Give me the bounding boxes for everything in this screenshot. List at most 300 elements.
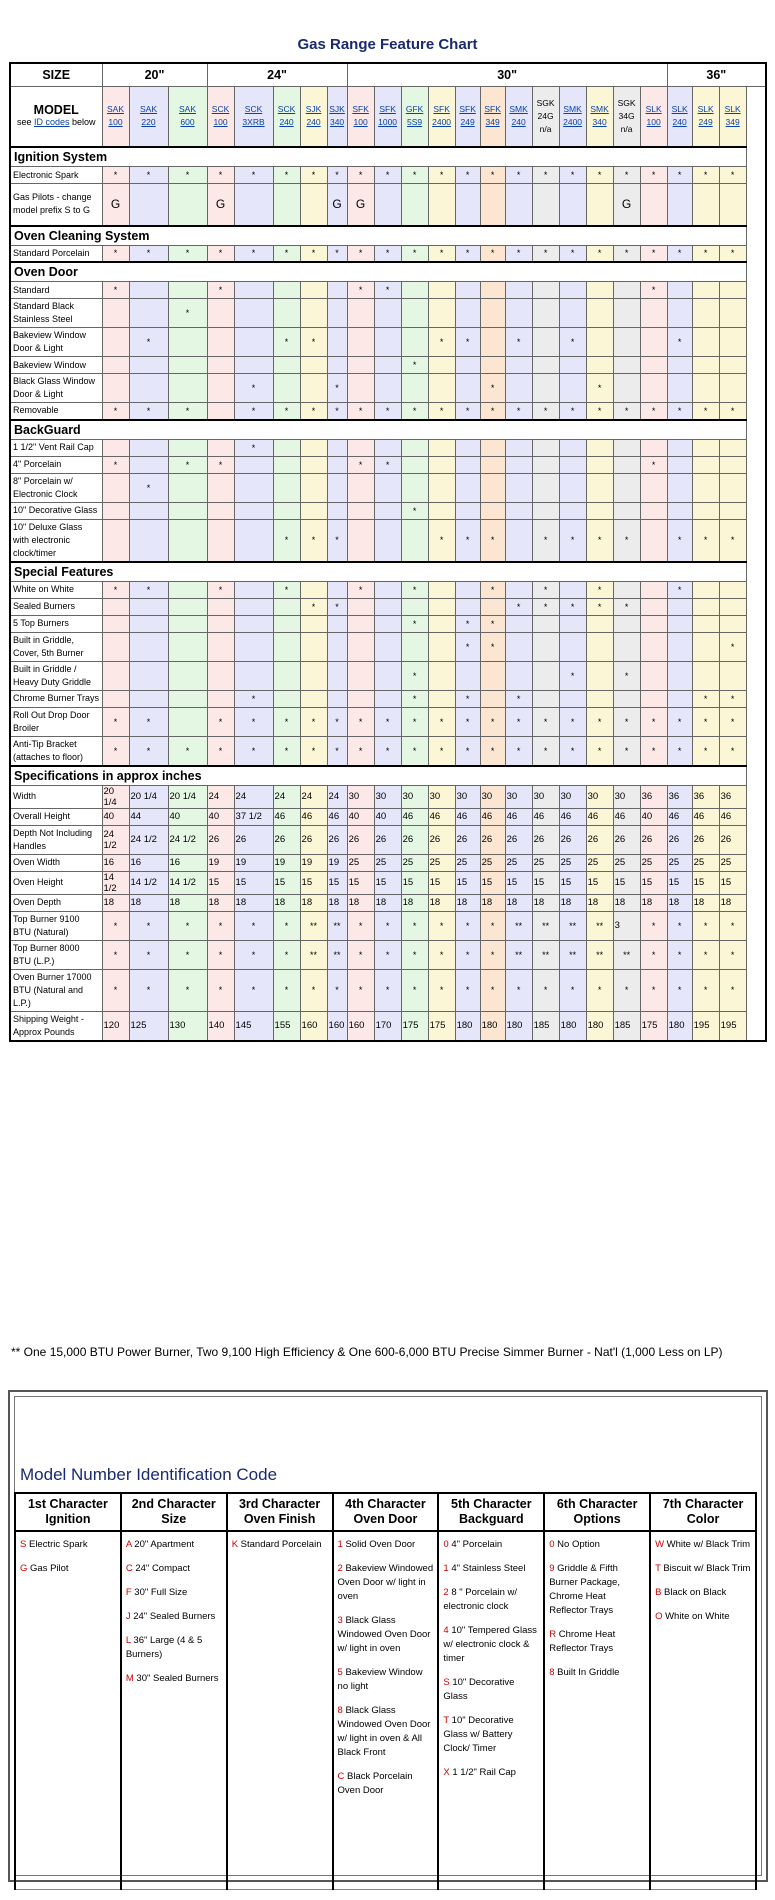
feature-check-mark: *: [327, 736, 347, 766]
model-2[interactable]: [168, 86, 207, 147]
spec-value: 18: [505, 894, 532, 911]
feature-check-mark: *: [505, 736, 532, 766]
feature-check-mark: *: [613, 403, 640, 420]
feature-cell: [532, 439, 559, 456]
feature-cell: [719, 184, 746, 226]
feature-cell: G: [347, 184, 374, 226]
feature-cell: [455, 357, 480, 374]
feature-cell: [168, 615, 207, 632]
spec-value: 46: [586, 808, 613, 825]
feature-cell: [374, 473, 401, 502]
model-17[interactable]: [586, 86, 613, 147]
model-number[interactable]: 240: [279, 117, 294, 128]
model-number[interactable]: 100: [646, 117, 661, 128]
model-4[interactable]: [234, 86, 273, 147]
spec-value: 18: [586, 894, 613, 911]
id-description: Griddle & Fifth Burner Package, Chrome Heat Reflector Trays: [549, 1563, 620, 1616]
feature-label: 1 1/2" Vent Rail Cap: [10, 439, 102, 456]
spec-value: 15: [428, 871, 455, 894]
feature-label: Standard: [10, 282, 102, 299]
model-0[interactable]: [102, 86, 129, 147]
feature-check-mark: *: [234, 403, 273, 420]
model-number[interactable]: 1000: [378, 117, 398, 128]
spec-value: 125: [129, 1011, 168, 1041]
feature-check-mark: *: [273, 736, 300, 766]
id-code-title: Model Number Identification Code: [20, 1465, 278, 1484]
model-code[interactable]: SLK: [724, 104, 741, 115]
feature-cell: [374, 615, 401, 632]
feature-cell: [234, 519, 273, 562]
spec-value: 195: [692, 1011, 719, 1041]
feature-check-mark: *: [480, 736, 505, 766]
spec-value: 16: [168, 854, 207, 871]
feature-check-mark: *: [374, 456, 401, 473]
model-code[interactable]: SLK: [671, 104, 688, 115]
feature-check-mark: *: [300, 598, 327, 615]
model-number[interactable]: 600: [180, 117, 195, 128]
model-label: MODEL: [33, 103, 79, 118]
feature-check-mark: *: [532, 245, 559, 262]
model-code[interactable]: SFK: [459, 104, 476, 115]
spec-label: Top Burner 9100 BTU (Natural): [10, 911, 102, 940]
feature-cell: [234, 581, 273, 598]
model-code[interactable]: SCK: [211, 104, 230, 115]
id-code: C: [337, 1771, 345, 1782]
feature-check-mark: *: [559, 167, 586, 184]
feature-row: [10, 632, 766, 661]
section-row: [10, 226, 766, 246]
feature-label: 4" Porcelain: [10, 456, 102, 473]
feature-cell: [532, 690, 559, 707]
feature-check-mark: *: [480, 632, 505, 661]
feature-cell: [327, 615, 347, 632]
feature-cell: [207, 357, 234, 374]
model-1[interactable]: [129, 86, 168, 147]
spec-value: 18: [559, 894, 586, 911]
feature-check-mark: *: [300, 328, 327, 357]
feature-cell: [300, 632, 327, 661]
model-9[interactable]: [374, 86, 401, 147]
id-code: 8: [337, 1705, 343, 1716]
feature-cell: [327, 502, 347, 519]
model-number[interactable]: 240: [511, 117, 526, 128]
model-number[interactable]: 3XRB: [242, 117, 265, 128]
feature-cell: [168, 374, 207, 403]
feature-cell: [667, 299, 692, 328]
feature-check-mark: *: [374, 167, 401, 184]
model-5[interactable]: [273, 86, 300, 147]
id-column-header: 7th Character Color: [650, 1493, 756, 1531]
feature-cell: [667, 690, 692, 707]
model-22[interactable]: [719, 86, 746, 147]
feature-cell: [532, 661, 559, 690]
model-number[interactable]: 249: [698, 117, 713, 128]
model-14[interactable]: [505, 86, 532, 147]
model-19[interactable]: [640, 86, 667, 147]
feature-label: 8" Porcelain w/ Electronic Clock: [10, 473, 102, 502]
feature-check-mark: *: [300, 245, 327, 262]
spec-row: [10, 911, 766, 940]
model-code[interactable]: SMK: [590, 104, 609, 115]
model-21[interactable]: [692, 86, 719, 147]
feature-cell: G: [327, 184, 347, 226]
feature-cell: [640, 598, 667, 615]
spec-value: 18: [640, 894, 667, 911]
model-code[interactable]: SJK: [329, 104, 345, 115]
model-code[interactable]: SCK: [244, 104, 263, 115]
spec-value: 15: [374, 871, 401, 894]
id-column: [333, 1531, 439, 1890]
feature-cell: [586, 328, 613, 357]
feature-row: [10, 581, 766, 598]
id-codes-link[interactable]: ID codes: [33, 117, 70, 128]
model-code[interactable]: SFK: [379, 104, 396, 115]
feature-cell: [428, 184, 455, 226]
model-number: n/a: [620, 123, 633, 134]
model-number[interactable]: 100: [108, 117, 123, 128]
model-number[interactable]: 100: [353, 117, 368, 128]
model-7[interactable]: [327, 86, 347, 147]
feature-check-mark: *: [327, 519, 347, 562]
id-entry: [126, 1634, 222, 1662]
spec-value: 25: [455, 854, 480, 871]
feature-cell: [102, 374, 129, 403]
feature-cell: [234, 598, 273, 615]
feature-check-mark: *: [667, 519, 692, 562]
id-description: Gas Pilot: [30, 1563, 69, 1574]
feature-cell: [532, 357, 559, 374]
feature-cell: [273, 502, 300, 519]
feature-check-mark: *: [401, 403, 428, 420]
model-8[interactable]: [347, 86, 374, 147]
id-code: S: [20, 1539, 27, 1550]
feature-cell: [559, 456, 586, 473]
spec-value: 25: [480, 854, 505, 871]
feature-cell: [401, 439, 428, 456]
feature-cell: [168, 632, 207, 661]
feature-check-mark: *: [129, 473, 168, 502]
spec-value: 25: [532, 854, 559, 871]
section-title: Oven Cleaning System: [10, 226, 746, 246]
feature-check-mark: *: [692, 167, 719, 184]
feature-cell: [532, 632, 559, 661]
id-entry: [655, 1610, 751, 1624]
spec-value: 15: [401, 871, 428, 894]
feature-cell: [480, 598, 505, 615]
model-code[interactable]: SCK: [277, 104, 296, 115]
model-16[interactable]: [559, 86, 586, 147]
id-column-header: 1st Character Ignition: [15, 1493, 121, 1531]
feature-label: Gas Pilots - change model prefix S to G: [10, 184, 102, 226]
spec-value: 25: [347, 854, 374, 871]
feature-cell: [667, 374, 692, 403]
feature-check-mark: *: [719, 167, 746, 184]
feature-check-mark: *: [640, 736, 667, 766]
feature-check-mark: *: [234, 736, 273, 766]
spec-value: **: [559, 940, 586, 969]
feature-cell: [300, 581, 327, 598]
feature-check-mark: *: [102, 456, 129, 473]
spec-value: 26: [613, 825, 640, 854]
spec-value: 18: [327, 894, 347, 911]
spec-value: 15: [559, 871, 586, 894]
spec-value: 26: [667, 825, 692, 854]
model-code[interactable]: SLK: [645, 104, 662, 115]
feature-cell: [273, 439, 300, 456]
feature-cell: [613, 299, 640, 328]
model-13[interactable]: [480, 86, 505, 147]
feature-check-mark: *: [234, 167, 273, 184]
feature-cell: [586, 357, 613, 374]
feature-check-mark: *: [327, 403, 347, 420]
feature-cell: [455, 456, 480, 473]
feature-cell: [480, 184, 505, 226]
feature-cell: [719, 581, 746, 598]
id-column-header: 6th Character Options: [544, 1493, 650, 1531]
feature-check-mark: *: [347, 403, 374, 420]
model-20[interactable]: [667, 86, 692, 147]
feature-row: [10, 282, 766, 299]
feature-cell: [168, 598, 207, 615]
feature-check-mark: *: [455, 403, 480, 420]
feature-cell: [455, 374, 480, 403]
feature-cell: [640, 357, 667, 374]
feature-cell: [102, 598, 129, 615]
feature-cell: [102, 439, 129, 456]
feature-check-mark: *: [428, 245, 455, 262]
feature-cell: [347, 328, 374, 357]
feature-cell: [428, 502, 455, 519]
feature-check-mark: *: [692, 690, 719, 707]
feature-cell: [374, 299, 401, 328]
feature-cell: [455, 661, 480, 690]
feature-check-mark: *: [455, 690, 480, 707]
feature-cell: [613, 502, 640, 519]
feature-check-mark: *: [129, 328, 168, 357]
feature-label: Standard Porcelain: [10, 245, 102, 262]
feature-cell: [719, 473, 746, 502]
spec-value: **: [532, 911, 559, 940]
spec-value: 24 1/2: [168, 825, 207, 854]
model-number[interactable]: 340: [329, 117, 345, 128]
feature-check-mark: *: [613, 167, 640, 184]
id-code: 9: [549, 1563, 555, 1574]
spec-value: 24: [327, 785, 347, 808]
feature-cell: [374, 519, 401, 562]
spec-value: *: [273, 911, 300, 940]
section-row: [10, 262, 766, 282]
spec-value: *: [428, 940, 455, 969]
feature-cell: [300, 357, 327, 374]
spec-value: 40: [374, 808, 401, 825]
id-description: 4" Porcelain: [451, 1539, 503, 1550]
id-column: [15, 1531, 121, 1890]
feature-cell: [428, 598, 455, 615]
id-entry: [443, 1624, 539, 1666]
feature-check-mark: *: [207, 736, 234, 766]
spec-value: *: [428, 911, 455, 940]
model-number[interactable]: 249: [460, 117, 475, 128]
feature-cell: [273, 357, 300, 374]
spec-value: **: [300, 911, 327, 940]
model-12[interactable]: [455, 86, 480, 147]
feature-cell: [428, 581, 455, 598]
feature-check-mark: *: [480, 245, 505, 262]
feature-cell: [207, 473, 234, 502]
feature-label: Anti-Tip Bracket (attaches to floor): [10, 736, 102, 766]
id-entry: [338, 1666, 434, 1694]
feature-check-mark: *: [168, 245, 207, 262]
spec-value: 24 1/2: [129, 825, 168, 854]
feature-check-mark: *: [505, 707, 532, 736]
model-6[interactable]: [300, 86, 327, 147]
spec-value: 18: [455, 894, 480, 911]
model-code[interactable]: SFK: [352, 104, 369, 115]
feature-cell: [347, 632, 374, 661]
id-code: F: [125, 1587, 132, 1598]
model-11[interactable]: [428, 86, 455, 147]
id-code: T: [655, 1563, 661, 1574]
id-description: 20" Apartment: [134, 1539, 195, 1550]
section-row: [10, 562, 766, 582]
model-number[interactable]: 5S9: [407, 117, 423, 128]
feature-cell: [692, 598, 719, 615]
model-code[interactable]: SAK: [106, 104, 124, 115]
id-code: 4: [443, 1625, 449, 1636]
feature-check-mark: *: [640, 167, 667, 184]
feature-cell: [347, 374, 374, 403]
feature-check-mark: *: [586, 403, 613, 420]
feature-cell: [455, 473, 480, 502]
model-code[interactable]: SLK: [697, 104, 714, 115]
spec-value: 185: [613, 1011, 640, 1041]
model-code[interactable]: SMK: [509, 104, 528, 115]
feature-check-mark: *: [102, 707, 129, 736]
spec-value: 30: [586, 785, 613, 808]
feature-label: White on White: [10, 581, 102, 598]
model-number[interactable]: 240: [672, 117, 687, 128]
spec-value: 170: [374, 1011, 401, 1041]
id-entry: [655, 1586, 751, 1600]
spec-label: Oven Height: [10, 871, 102, 894]
feature-cell: [559, 184, 586, 226]
section-row: [10, 420, 766, 440]
feature-check-mark: *: [327, 167, 347, 184]
spec-value: *: [347, 940, 374, 969]
model-code[interactable]: SMK: [563, 104, 582, 115]
feature-cell: [300, 282, 327, 299]
feature-cell: [667, 357, 692, 374]
spec-value: 180: [559, 1011, 586, 1041]
spec-value: *: [347, 969, 374, 1011]
feature-cell: [667, 632, 692, 661]
spec-value: 26: [505, 825, 532, 854]
spec-value: 15: [719, 871, 746, 894]
feature-check-mark: *: [401, 690, 428, 707]
model-code[interactable]: SFK: [484, 104, 501, 115]
feature-cell: [692, 328, 719, 357]
feature-cell: [129, 690, 168, 707]
spec-value: 18: [613, 894, 640, 911]
model-number[interactable]: 2400: [432, 117, 452, 128]
model-number[interactable]: 349: [485, 117, 500, 128]
feature-cell: [667, 473, 692, 502]
feature-cell: [327, 439, 347, 456]
feature-cell: [234, 615, 273, 632]
spec-value: 120: [102, 1011, 129, 1041]
feature-cell: [207, 615, 234, 632]
model-number[interactable]: 2400: [563, 117, 583, 128]
feature-check-mark: *: [374, 403, 401, 420]
feature-row: [10, 245, 766, 262]
model-number[interactable]: 349: [725, 117, 740, 128]
model-number[interactable]: 340: [592, 117, 607, 128]
model-code[interactable]: SFK: [433, 104, 450, 115]
spec-value: 26: [532, 825, 559, 854]
feature-cell: [327, 581, 347, 598]
feature-cell: [505, 502, 532, 519]
id-code: 2: [337, 1563, 343, 1574]
spec-value: *: [692, 940, 719, 969]
feature-cell: [234, 473, 273, 502]
feature-cell: [129, 661, 168, 690]
feature-label: 10" Decorative Glass: [10, 502, 102, 519]
model-number[interactable]: 240: [306, 117, 321, 128]
feature-cell: [234, 661, 273, 690]
model-3[interactable]: [207, 86, 234, 147]
spec-label: Oven Burner 17000 BTU (Natural and L.P.): [10, 969, 102, 1011]
feature-row: [10, 374, 766, 403]
model-code[interactable]: SAK: [179, 104, 197, 115]
model-code[interactable]: GFK: [405, 104, 424, 115]
model-10[interactable]: [401, 86, 428, 147]
feature-cell: G: [613, 184, 640, 226]
spec-value: 24: [234, 785, 273, 808]
feature-check-mark: *: [347, 707, 374, 736]
model-number[interactable]: 100: [213, 117, 228, 128]
spec-value: *: [719, 969, 746, 1011]
model-code[interactable]: SJK: [305, 104, 322, 115]
spec-value: 145: [234, 1011, 273, 1041]
feature-cell: [692, 357, 719, 374]
feature-cell: [480, 690, 505, 707]
model-code[interactable]: SAK: [139, 104, 157, 115]
feature-cell: [692, 502, 719, 519]
spec-value: 15: [640, 871, 667, 894]
id-code: 5: [337, 1667, 343, 1678]
spec-value: 15: [207, 871, 234, 894]
spec-value: 20 1/4: [102, 785, 129, 808]
feature-check-mark: *: [586, 707, 613, 736]
feature-cell: [129, 502, 168, 519]
feature-cell: [586, 473, 613, 502]
feature-cell: [428, 282, 455, 299]
feature-check-mark: *: [532, 581, 559, 598]
id-entry: [20, 1562, 116, 1576]
feature-cell: [327, 328, 347, 357]
spec-value: 36: [692, 785, 719, 808]
size-group-1: 24": [207, 63, 347, 86]
spec-value: 46: [428, 808, 455, 825]
spec-value: *: [207, 969, 234, 1011]
feature-cell: [613, 632, 640, 661]
feature-cell: [102, 632, 129, 661]
feature-cell: [692, 581, 719, 598]
feature-label: Electronic Spark: [10, 167, 102, 184]
model-number[interactable]: 220: [141, 117, 156, 128]
spec-value: 24: [207, 785, 234, 808]
feature-cell: [102, 502, 129, 519]
